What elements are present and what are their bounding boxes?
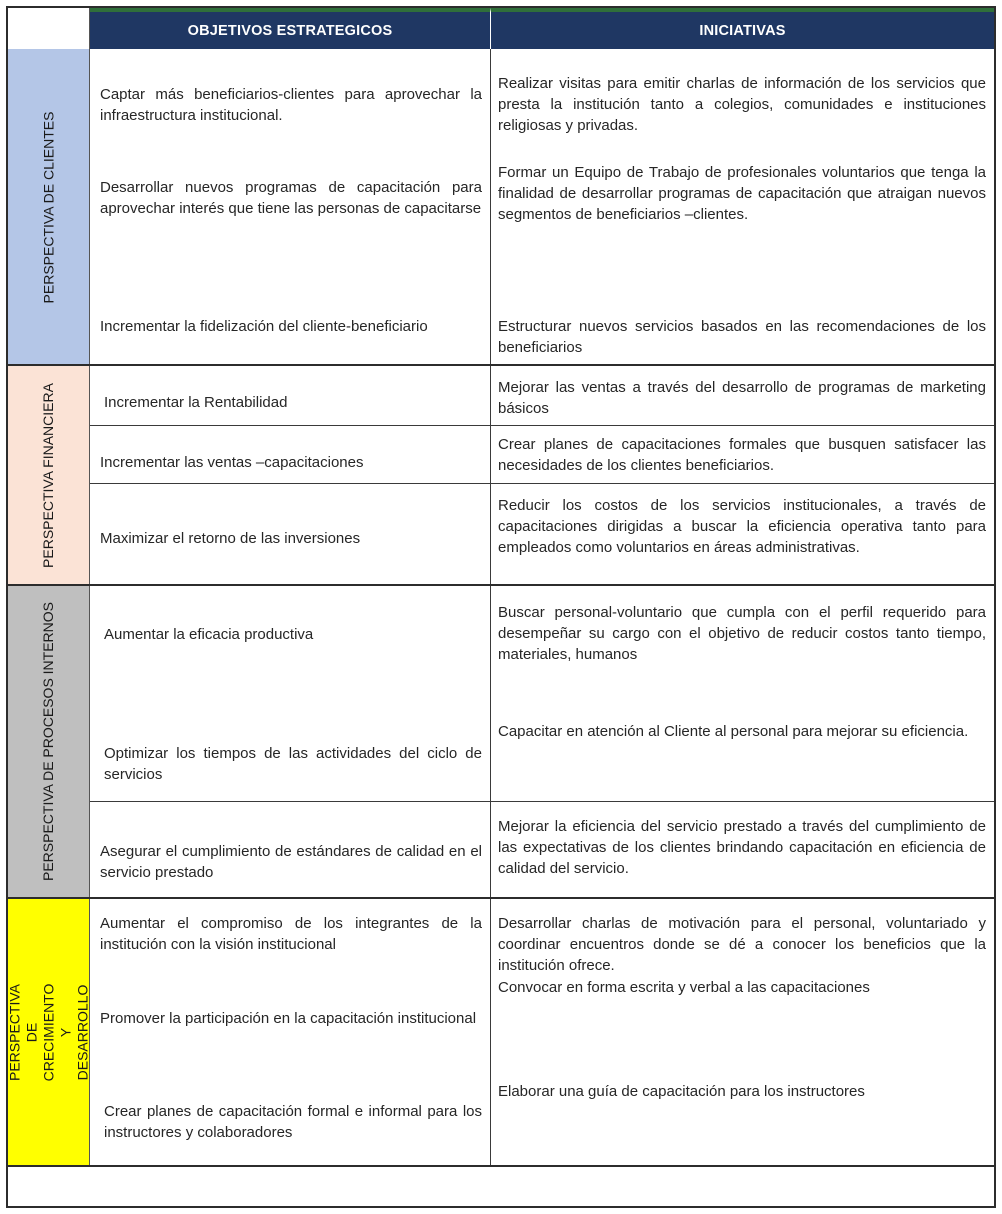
column-divider	[490, 49, 491, 1166]
header-objectives: OBJETIVOS ESTRATEGICOS	[90, 8, 490, 49]
perspective-separator	[8, 584, 994, 586]
objective-cell: Aumentar el compromiso de los integrantes de la institución con la visión institucional	[100, 915, 482, 953]
objective-cell: Aumentar la eficacia productiva	[104, 626, 314, 643]
initiative-cell: Mejorar la eficiencia del servicio prestado a través del cumplimiento de las expectativas de los clientes brindando capacitación en eficiencia de calidad del servicio.	[498, 818, 986, 877]
initiative-cell: Elaborar una guía de capacitación para los instructores	[498, 1083, 865, 1100]
initiative-cell: Convocar en forma escrita y verbal a las capacitaciones	[498, 979, 870, 996]
initiative-cell: Formar un Equipo de Trabajo de profesionales voluntarios que tenga la finalidad de desarrollar programas de capacitación que atraigan nuevos segmentos de beneficiarios –clientes.	[498, 164, 986, 223]
row-separator	[90, 483, 994, 484]
perspective-crecimiento-desarrollo	[8, 898, 90, 1166]
perspective-label: PERSPECTIVA DE PROCESOS INTERNOS	[40, 601, 56, 882]
perspective-separator	[8, 897, 994, 899]
perspective-procesos-internos	[8, 585, 90, 898]
initiative-cell: Desarrollar charlas de motivación para el personal, voluntariado y coordinar encuentros donde se dé a conocer los beneficios que la institución ofrece.	[498, 915, 986, 974]
perspective-label: PERSPECTIVA DE CLIENTES	[40, 111, 56, 303]
initiative-cell: Realizar visitas para emitir charlas de información de los servicios que presta la institución tanto a colegios, comunidades e instituciones religiosas y privadas.	[498, 75, 986, 134]
initiative-cell: Estructurar nuevos servicios basados en las recomendaciones de los beneficiarios	[498, 318, 986, 356]
objective-cell: Incrementar las ventas –capacitaciones	[100, 454, 364, 471]
row-separator	[90, 425, 994, 426]
initiative-cell: Crear planes de capacitaciones formales que busquen satisfacer las necesidades de los clientes beneficiarios.	[498, 436, 986, 474]
perspective-financiera	[8, 365, 90, 585]
strategy-table	[6, 6, 996, 1208]
objective-cell: Maximizar el retorno de las inversiones	[100, 530, 361, 547]
table-bottom-border	[8, 1165, 994, 1167]
objective-cell: Incrementar la Rentabilidad	[104, 394, 288, 411]
objective-cell: Asegurar el cumplimiento de estándares de calidad en el servicio prestado	[100, 843, 482, 881]
objective-cell: Crear planes de capacitación formal e informal para los instructores y colaboradores	[104, 1103, 482, 1141]
initiative-cell: Mejorar las ventas a través del desarrollo de programas de marketing básicos	[498, 379, 986, 417]
perspective-clientes	[8, 49, 90, 365]
row-separator	[90, 801, 994, 802]
objective-cell: Desarrollar nuevos programas de capacitación para aprovechar interés que tiene las personas de capacitarse	[100, 179, 482, 217]
initiative-cell: Reducir los costos de los servicios institucionales, a través de capacitaciones dirigidas a buscar la eficiencia operativa tanto para empleados como voluntarios en áreas administrativas.	[498, 497, 986, 556]
perspective-separator	[8, 364, 994, 366]
initiative-cell: Capacitar en atención al Cliente al personal para mejorar su eficiencia.	[498, 723, 969, 740]
objective-cell: Optimizar los tiempos de las actividades del ciclo de servicios	[104, 745, 482, 783]
objective-cell: Captar más beneficiarios-clientes para aprovechar la infraestructura institucional.	[100, 86, 482, 124]
header-initiatives: INICIATIVAS	[490, 8, 994, 49]
objective-cell: Incrementar la fidelización del cliente-beneficiario	[100, 318, 428, 335]
perspective-label: PERSPECTIVA DE CRECIMIENTO Y DESARROLLO	[6, 983, 90, 1081]
header-corner-cell	[8, 8, 90, 49]
initiative-cell: Buscar personal-voluntario que cumpla con el perfil requerido para desempeñar su cargo con el objetivo de reducir costos tanto tiempo, materiales, humanos	[498, 604, 986, 663]
perspective-label: PERSPECTIVA FINANCIERA	[40, 382, 56, 568]
objective-cell: Promover la participación en la capacitación institucional	[100, 1010, 477, 1027]
